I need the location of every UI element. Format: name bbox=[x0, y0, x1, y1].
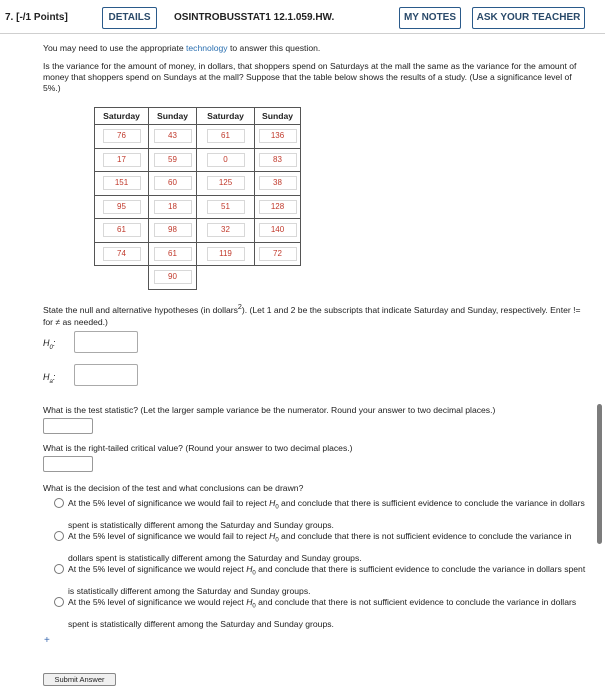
table-cell bbox=[95, 125, 149, 149]
option-h-subscript: 0 bbox=[275, 504, 279, 511]
option-text-b: and conclude that there is not sufficient evidence to conclude the variance in dollars spent is statistically different among the Saturday and Sunday groups. bbox=[68, 597, 577, 629]
radio-button[interactable] bbox=[54, 597, 64, 607]
table-value: 95 bbox=[103, 200, 141, 214]
technology-note bbox=[43, 42, 573, 54]
table-cell bbox=[149, 266, 197, 290]
table-value: 72 bbox=[259, 247, 297, 261]
my-notes-button[interactable]: MY NOTES bbox=[399, 7, 461, 29]
radio-button[interactable] bbox=[54, 564, 64, 574]
table-row bbox=[95, 219, 301, 243]
table-cell bbox=[255, 219, 301, 243]
table-cell bbox=[149, 172, 197, 196]
option-text-a: At the 5% level of significance we would fail to reject bbox=[68, 498, 270, 508]
table-cell bbox=[197, 266, 255, 290]
table-value: 76 bbox=[103, 129, 141, 143]
table-value: 18 bbox=[154, 200, 192, 214]
data-table bbox=[94, 107, 301, 290]
table-value: 51 bbox=[207, 200, 245, 214]
decision-option-4[interactable] bbox=[54, 594, 586, 633]
table-value: 151 bbox=[103, 176, 141, 190]
table-value: 61 bbox=[154, 247, 192, 261]
table-cell bbox=[95, 266, 149, 290]
table-value: 119 bbox=[207, 247, 245, 261]
table-value: 128 bbox=[259, 200, 297, 214]
radio-button[interactable] bbox=[54, 531, 64, 541]
table-value: 83 bbox=[259, 153, 297, 167]
option-text-a: At the 5% level of significance we would reject bbox=[68, 564, 247, 574]
submit-answer-button[interactable]: Submit Answer bbox=[43, 673, 116, 686]
ha-main: H bbox=[43, 372, 50, 382]
details-button[interactable]: DETAILS bbox=[102, 7, 157, 29]
table-cell bbox=[95, 219, 149, 243]
table-value: 136 bbox=[259, 129, 297, 143]
hypothesis-instruction-a: State the null and alternative hypotheses (in dollars bbox=[43, 304, 238, 315]
option-text-a: At the 5% level of significance we would fail to reject bbox=[68, 531, 270, 541]
table-cell bbox=[197, 172, 255, 196]
radio-button[interactable] bbox=[54, 498, 64, 508]
table-value: 0 bbox=[207, 153, 245, 167]
question-header bbox=[0, 0, 605, 34]
ha-subscript: a bbox=[49, 378, 53, 385]
table-header-row bbox=[95, 108, 301, 125]
table-row bbox=[95, 242, 301, 266]
plus-icon: + bbox=[44, 635, 50, 646]
table-cell bbox=[255, 125, 301, 149]
table-value: 38 bbox=[259, 176, 297, 190]
option-h-subscript: 0 bbox=[252, 603, 256, 610]
option-text-b: and conclude that there is sufficient evidence to conclude the variance in dollars spent is statistically different among the Saturday and Sunday groups. bbox=[68, 498, 585, 530]
table-cell bbox=[149, 219, 197, 243]
ask-teacher-button[interactable]: ASK YOUR TEACHER bbox=[472, 7, 585, 29]
option-h: H bbox=[246, 564, 253, 574]
table-row bbox=[95, 266, 301, 290]
table-cell bbox=[255, 172, 301, 196]
table-cell bbox=[197, 219, 255, 243]
table-cell bbox=[95, 148, 149, 172]
table-cell bbox=[255, 148, 301, 172]
option-h: H bbox=[269, 531, 276, 541]
scrollbar-thumb[interactable] bbox=[597, 404, 602, 544]
table-cell bbox=[255, 195, 301, 219]
test-statistic-input[interactable] bbox=[43, 418, 93, 434]
table-row bbox=[95, 125, 301, 149]
table-cell bbox=[197, 195, 255, 219]
table-cell bbox=[149, 195, 197, 219]
table-value: 125 bbox=[207, 176, 245, 190]
hypothesis-instruction-b: ). (Let 1 and 2 be the subscripts that indicate Saturday and Sunday, respectively. Enter != for ≠ as needed.) bbox=[43, 304, 581, 327]
table-value: 59 bbox=[154, 153, 192, 167]
option-h: H bbox=[269, 498, 276, 508]
squared-superscript: 2 bbox=[237, 303, 242, 311]
hypothesis-instruction bbox=[43, 301, 583, 328]
null-hypothesis-label bbox=[43, 338, 55, 351]
option-text-b: and conclude that there is sufficient evidence to conclude the variance in dollars spent is statistically different among the Saturday and Sunday groups. bbox=[68, 564, 586, 596]
table-value: 98 bbox=[154, 223, 192, 237]
option-h: H bbox=[246, 597, 253, 607]
decision-option-text bbox=[68, 594, 586, 633]
table-value: 32 bbox=[207, 223, 245, 237]
null-hypothesis-input[interactable] bbox=[74, 331, 138, 353]
table-value: 90 bbox=[154, 270, 192, 284]
alt-hypothesis-label bbox=[43, 372, 55, 385]
table-row bbox=[95, 172, 301, 196]
table-cell bbox=[149, 242, 197, 266]
table-cell bbox=[197, 125, 255, 149]
assignment-code: OSINTROBUSSTAT1 12.1.059.HW. bbox=[174, 12, 335, 23]
table-header-sunday-2: Sunday bbox=[255, 108, 301, 125]
table-value: 140 bbox=[259, 223, 297, 237]
critical-value-question: What is the right-tailed critical value? (Round your answer to two decimal places.) bbox=[43, 443, 353, 453]
table-value: 61 bbox=[103, 223, 141, 237]
question-number: 7. [-/1 Points] bbox=[5, 12, 68, 23]
technology-note-suffix: to answer this question. bbox=[227, 43, 321, 53]
option-h-subscript: 0 bbox=[252, 570, 256, 577]
table-cell bbox=[197, 242, 255, 266]
table-cell bbox=[255, 242, 301, 266]
table-cell bbox=[149, 125, 197, 149]
table-value: 43 bbox=[154, 129, 192, 143]
table-cell bbox=[95, 195, 149, 219]
table-row bbox=[95, 148, 301, 172]
option-text-a: At the 5% level of significance we would reject bbox=[68, 597, 247, 607]
ha-colon: : bbox=[52, 372, 56, 382]
h0-colon: : bbox=[52, 338, 56, 348]
table-header-saturday-1: Saturday bbox=[95, 108, 149, 125]
technology-note-prefix: You may need to use the appropriate bbox=[43, 43, 187, 53]
table-header-saturday-2: Saturday bbox=[197, 108, 255, 125]
problem-text: Is the variance for the amount of money, in dollars, that shoppers spend on Saturdays at the mall the same as the variance for the amount of money that shoppers spend on Sundays at the mall? Suppose that the table below shows the results of a study. (Use a significance level of 5%.) bbox=[43, 61, 577, 94]
alt-hypothesis-input[interactable] bbox=[74, 364, 138, 386]
h0-subscript: 0 bbox=[49, 344, 53, 351]
option-h-subscript: 0 bbox=[275, 537, 279, 544]
table-cell bbox=[255, 266, 301, 290]
decision-question: What is the decision of the test and what conclusions can be drawn? bbox=[43, 483, 304, 493]
table-cell bbox=[95, 172, 149, 196]
technology-link[interactable]: technology bbox=[186, 43, 228, 53]
table-row bbox=[95, 195, 301, 219]
h0-main: H bbox=[43, 338, 50, 348]
table-cell bbox=[197, 148, 255, 172]
test-statistic-question: What is the test statistic? (Let the larger sample variance be the numerator. Round your answer to two decimal places.) bbox=[43, 405, 496, 415]
table-value: 60 bbox=[154, 176, 192, 190]
option-text-b: and conclude that there is not sufficient evidence to conclude the variance in dollars spent is statistically different among the Saturday and Sunday groups. bbox=[68, 531, 572, 563]
table-value: 17 bbox=[103, 153, 141, 167]
table-cell bbox=[149, 148, 197, 172]
table-cell bbox=[95, 242, 149, 266]
critical-value-input[interactable] bbox=[43, 456, 93, 472]
table-value: 74 bbox=[103, 247, 141, 261]
table-header-sunday-1: Sunday bbox=[149, 108, 197, 125]
table-value: 61 bbox=[207, 129, 245, 143]
